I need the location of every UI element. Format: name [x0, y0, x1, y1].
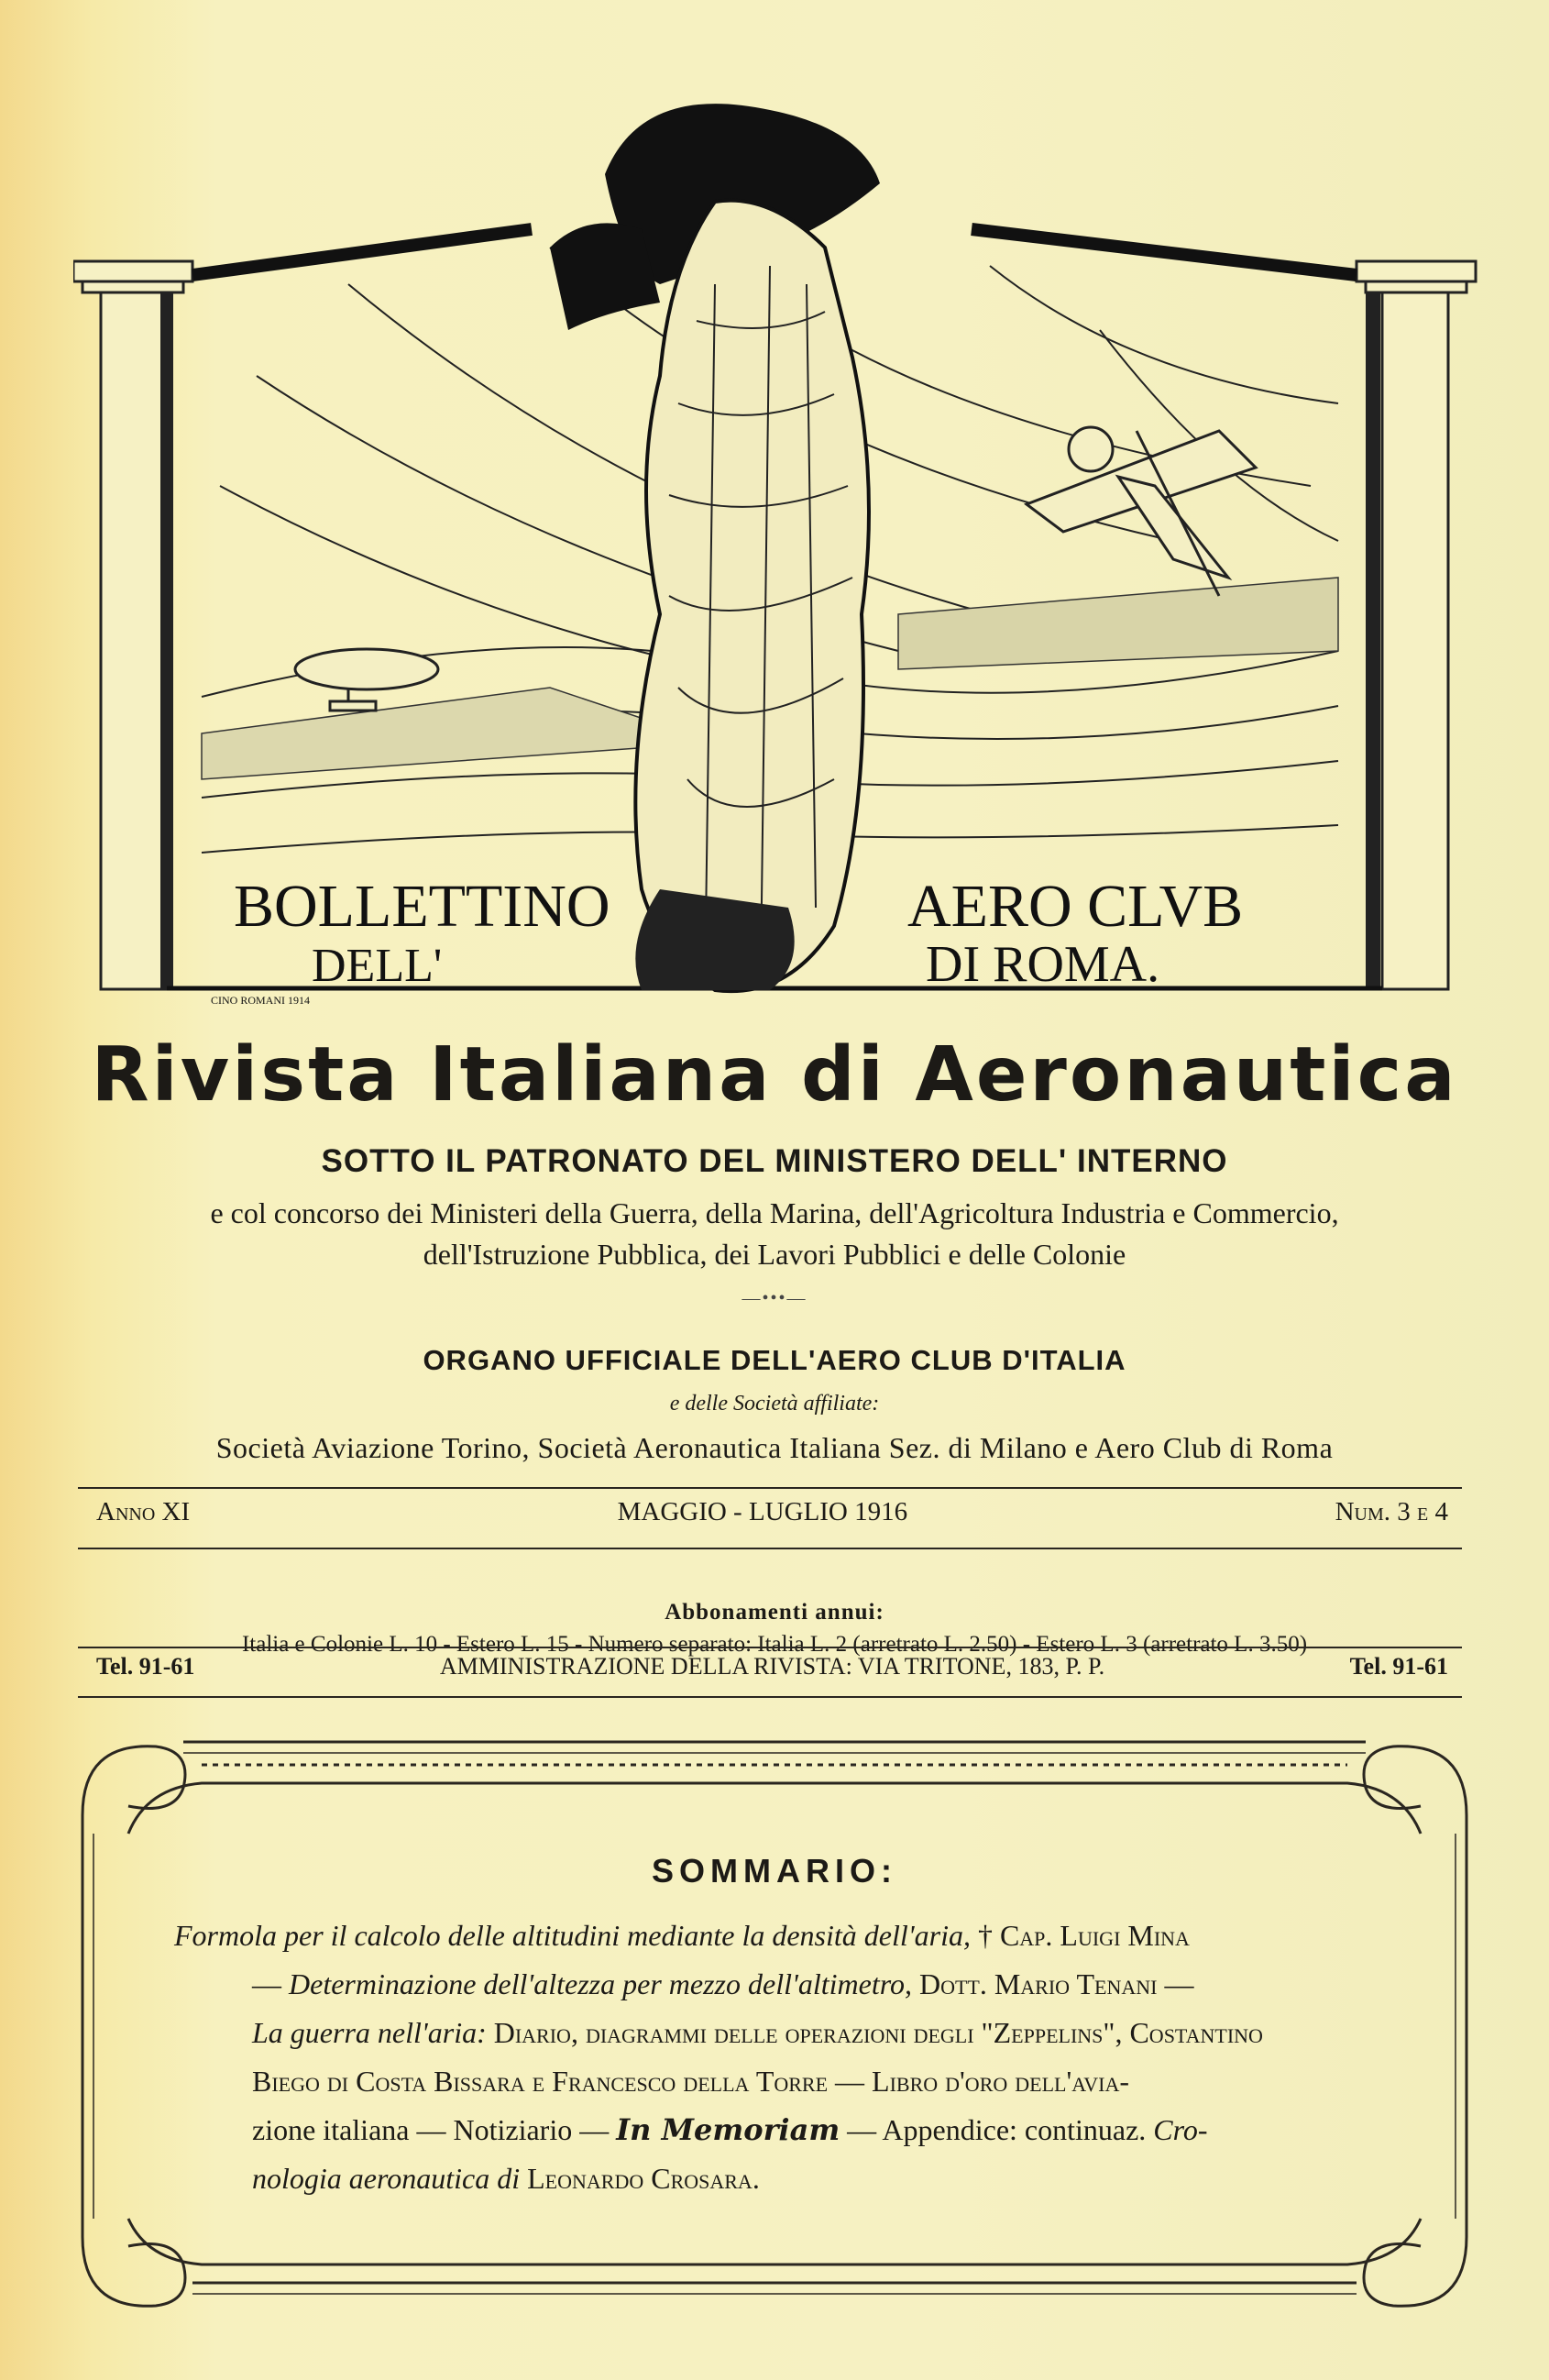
- official-organ-line: ORGANO UFFICIALE DELL'AERO CLUB D'ITALIA: [423, 1344, 1126, 1376]
- article-title: Cro-: [1153, 2113, 1208, 2146]
- issue-year: Anno XI: [96, 1497, 191, 1526]
- subscriptions-prices: Italia e Colonie L. 10 - Estero L. 15 - Numero separato: Italia L. 2 (arretrato L. 2.50) - Estero L. 3 (arretrato L. 3.50): [241, 1632, 1308, 1657]
- svg-text:CINO ROMANI 1914: CINO ROMANI 1914: [211, 994, 310, 1007]
- divider-ornament: —•••—: [742, 1288, 807, 1308]
- divider-rule: [78, 1647, 1462, 1648]
- summary-line: [174, 2106, 1425, 2154]
- in-memoriam-title: In Memoriam: [616, 2112, 840, 2147]
- section-list: zione italiana — Notiziario —: [252, 2113, 617, 2146]
- article-title: nologia aeronautica di: [252, 2162, 521, 2195]
- article-author: † Cap. Luigi Mina: [977, 1919, 1190, 1952]
- svg-text:DELL': DELL': [312, 940, 443, 992]
- divider-rule: [78, 1696, 1462, 1698]
- summary-contents: [174, 1912, 1425, 2203]
- summary-line: [174, 2009, 1425, 2057]
- issue-date: MAGGIO - LUGLIO 1916: [617, 1497, 908, 1526]
- summary-line: [174, 1960, 1425, 2009]
- section-description: Diario, diagrammi delle operazioni degli "Zeppelins", Costantino: [486, 2016, 1263, 2049]
- summary-title: SOMMARIO:: [652, 1852, 897, 1890]
- appendix-text: — Appendice: continuaz.: [840, 2113, 1154, 2146]
- divider-rule: [78, 1548, 1462, 1549]
- administration-address: AMMINISTRAZIONE DELLA RIVISTA: VIA TRITONE, 183, P. P.: [439, 1653, 1105, 1680]
- summary-line: [174, 1912, 1425, 1960]
- telephone-left: Tel. 91-61: [96, 1653, 195, 1680]
- dash: —: [252, 1967, 289, 2000]
- article-title: Determinazione dell'altezza per mezzo dell'altimetro,: [289, 1967, 912, 2000]
- affiliates-list: Società Aviazione Torino, Società Aeronautica Italiana Sez. di Milano e Aero Club di Roma: [215, 1431, 1334, 1464]
- svg-text:BOLLETTINO: BOLLETTINO: [234, 873, 610, 940]
- issue-number: Num. 3 e 4: [1335, 1497, 1448, 1526]
- ministries-line: dell'Istruzione Pubblica, dei Lavori Pubblici e delle Colonie: [423, 1238, 1126, 1271]
- patronage-line: SOTTO IL PATRONATO DEL MINISTERO DELL' INTERNO: [321, 1143, 1228, 1179]
- article-author: Leonardo Crosara.: [520, 2162, 760, 2195]
- affiliates-intro: e delle Società affiliate:: [669, 1392, 880, 1416]
- page-title: Rivista Italiana di Aeronautica: [91, 1031, 1458, 1118]
- article-title: Formola per il calcolo delle altitudini mediante la densità dell'aria,: [174, 1919, 971, 1952]
- telephone-right: Tel. 91-61: [1349, 1653, 1448, 1680]
- subscriptions-heading: Abbonamenti annui:: [665, 1600, 884, 1625]
- svg-text:DI ROMA.: DI ROMA.: [926, 936, 1160, 993]
- summary-line: [174, 2154, 1425, 2203]
- airship: [295, 649, 438, 711]
- ministries-line: e col concorso dei Ministeri della Guerra, della Marina, dell'Agricoltura Industria e Commercio,: [210, 1196, 1339, 1229]
- divider-rule: [78, 1487, 1462, 1489]
- summary-line: Biego di Costa Bissara e Francesco della Torre — Libro d'oro dell'avia-: [252, 2065, 1130, 2098]
- left-column-shadow: [160, 292, 173, 989]
- section-title: La guerra nell'aria:: [252, 2016, 487, 2049]
- svg-text:AERO CLVB: AERO CLVB: [907, 873, 1244, 940]
- administration-row: [96, 1653, 1448, 1680]
- issue-info: [96, 1497, 1448, 1527]
- article-author: Dott. Mario Tenani —: [911, 1967, 1194, 2000]
- cover-illustration: [73, 101, 1480, 1008]
